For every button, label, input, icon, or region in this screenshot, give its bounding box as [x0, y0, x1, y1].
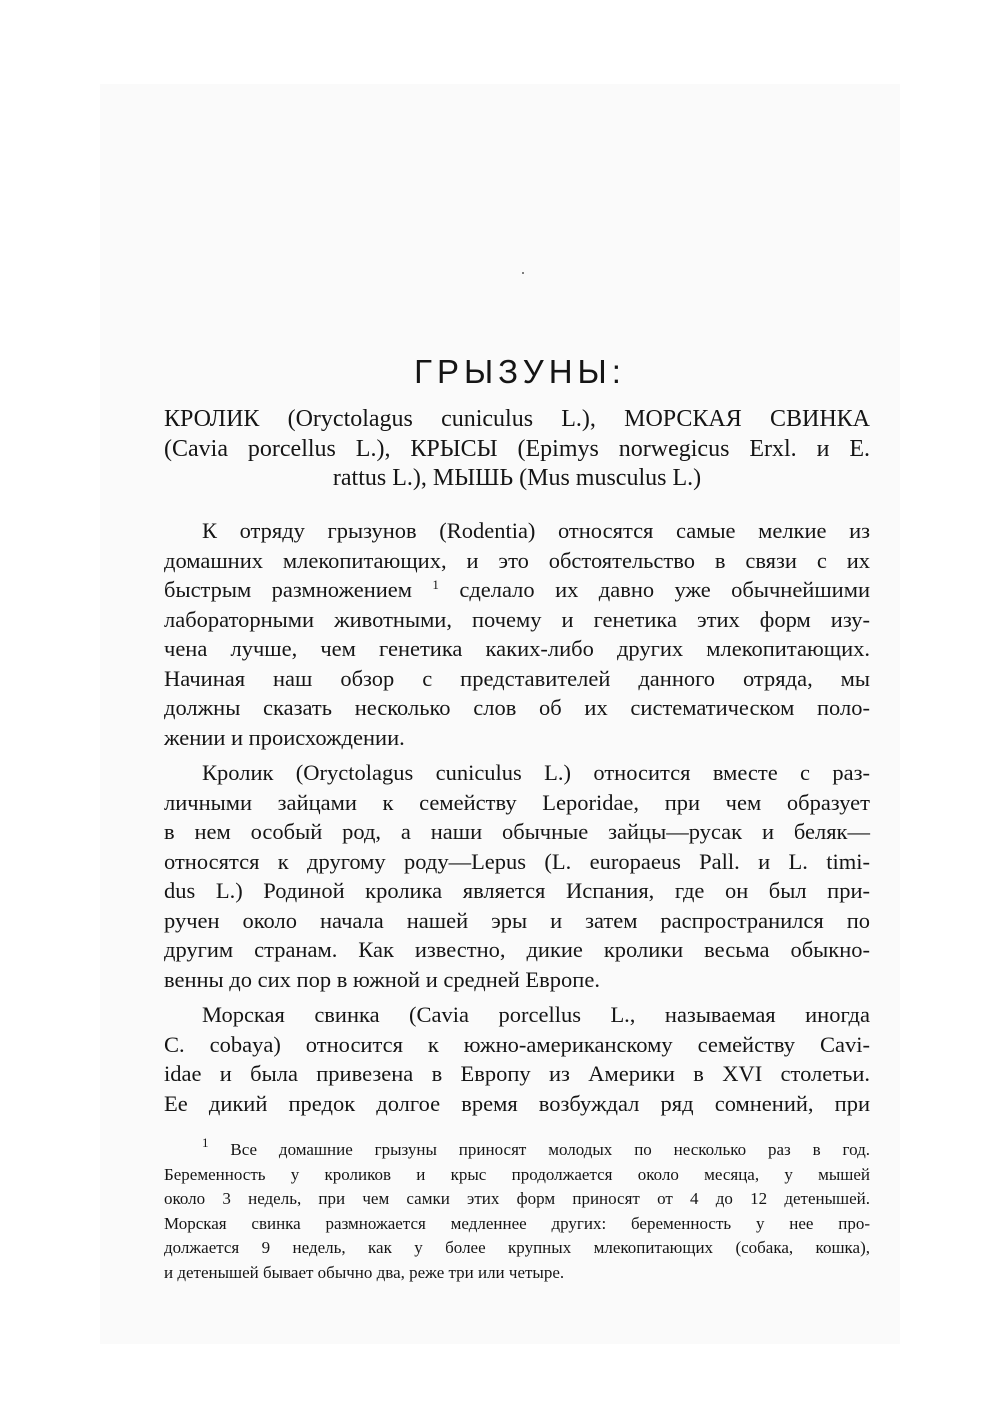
footnote-line: должается 9 недель, как у более крупных млекопитающих (собака, кошка), [164, 1238, 870, 1257]
text-line: личными зайцами к семейству Leporidae, при чем образует [164, 789, 870, 815]
text-line [164, 575, 870, 605]
page-title: ГРЫЗУНЫ: [414, 353, 626, 390]
text-line: Начиная наш обзор с представителей данного отряда, мы [164, 665, 870, 691]
text-line: домашних млекопитающих, и это обстоятельство в связи с их [164, 547, 870, 573]
text-line: венны до сих пор в южной и средней Европе. [164, 966, 600, 992]
text-line: относятся к другому роду—Lepus (L. europaeus Pall. и L. timi- [164, 848, 870, 874]
text-fragment: быстрым размножением [164, 577, 412, 602]
text-line: должны сказать несколько слов об их систематическом поло- [164, 695, 870, 720]
text-fragment: Все домашние грызуны приносят молодых по несколько раз в год. [230, 1140, 871, 1159]
text-line: ручен около начала нашей эры и затем распространился по [164, 907, 870, 933]
paragraph [164, 516, 870, 752]
text-line: жении и происхождении. [164, 724, 405, 750]
footnote-line: около 3 недель, при чем самки этих форм приносят от 4 до 12 детенышей. [164, 1189, 870, 1208]
footnote-line: Беременность у кроликов и крыс продолжается около месяца, у мышей [164, 1164, 870, 1184]
text-line: чена лучше, чем генетика каких-либо других млекопитающих. [164, 636, 870, 661]
footnote-line: и детенышей бывает обычно два, реже три или четыре. [164, 1262, 565, 1282]
text-line: dus L.) Родиной кролика является Испания, где он был при- [164, 878, 870, 903]
subtitle-line: КРОЛИК (Oryctolagus cuniculus L.), МОРСКАЯ СВИНКА [164, 406, 870, 432]
paragraph [164, 758, 870, 994]
text-line: Кролик (Oryctolagus cuniculus L.) относится вместе с раз- [202, 760, 870, 785]
body-text [164, 516, 870, 1124]
footnote [164, 1135, 871, 1285]
text-line: К отряду грызунов (Rodentia) относятся самые мелкие из [202, 518, 870, 543]
paragraph [164, 1000, 870, 1118]
text-line: в нем особый род, а наши обычные зайцы—русак и беляк— [164, 819, 870, 844]
text-line: другим странам. Как известно, дикие кролики весьма обыкно- [164, 937, 870, 962]
section-subtitle [164, 404, 870, 493]
subtitle-line: (Cavia porcellus L.), КРЫСЫ (Epimys norwegicus Erxl. и E. [164, 435, 870, 462]
text-line: Ее дикий предок долгое время возбуждал ряд сомнений, при [164, 1090, 870, 1116]
footnote-line: Морская свинка размножается медленнее других: беременность у нее про- [164, 1213, 870, 1233]
footnote-marker: 1 [202, 1135, 209, 1150]
text-fragment: сделало их давно уже обычнейшими [459, 577, 870, 602]
print-speck [522, 272, 524, 274]
text-line: Морская свинка (Cavia porcellus L., называемая иногда [202, 1002, 870, 1027]
text-line: C. cobaya) относится к южно-американскому семейству Cavi- [164, 1031, 870, 1057]
text-line: лабораторными животными, почему и генетика этих форм изу- [164, 606, 870, 632]
subtitle-line: rattus L.), МЫШЬ (Mus musculus L.) [332, 465, 702, 491]
text-line: idae и была привезена в Европу из Америки в XVI столетьи. [164, 1061, 870, 1086]
footnote-line [164, 1135, 871, 1163]
footnote-ref: 1 [432, 577, 439, 592]
